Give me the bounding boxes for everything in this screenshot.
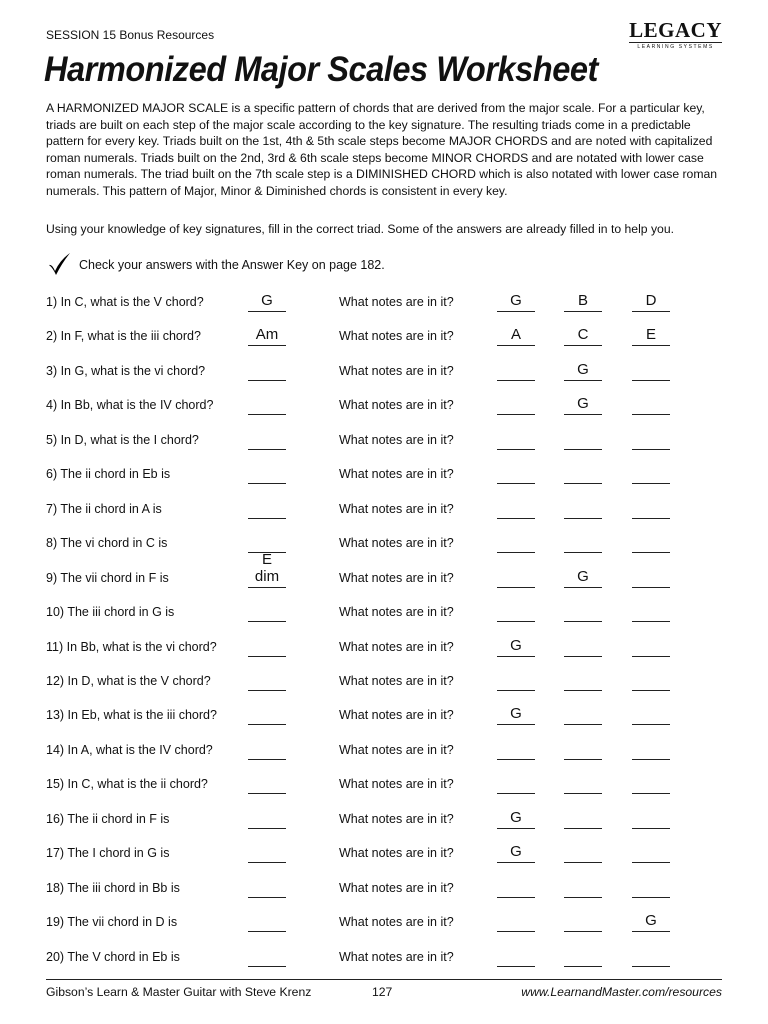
question-text: 8) The vi chord in C is (46, 536, 168, 551)
page-number: 127 (372, 985, 393, 999)
question-row (0, 700, 768, 730)
notes-question-label: What notes are in it? (339, 673, 454, 688)
note-2-blank[interactable] (564, 563, 602, 588)
instructions-paragraph: Using your knowledge of key signatures, fill in the correct triad. Some of the answers are already filled in to help you. (46, 222, 674, 236)
question-text: 18) The iii chord in Bb is (46, 880, 180, 895)
note-1-blank[interactable] (497, 597, 535, 622)
note-2-blank[interactable] (564, 700, 602, 725)
chord-answer-blank[interactable] (248, 700, 286, 725)
session-label: SESSION 15 Bonus Resources (46, 28, 215, 42)
note-1-blank[interactable] (497, 666, 535, 691)
answer-text: D (645, 292, 657, 309)
answer-key-text: Check your answers with the Answer Key on page 182. (79, 258, 385, 272)
answer-text: G (510, 705, 522, 723)
question-row (0, 907, 768, 937)
note-2-blank[interactable] (564, 735, 602, 760)
answer-text: G (510, 292, 522, 309)
question-row (0, 632, 768, 662)
question-row (0, 838, 768, 868)
note-2-blank[interactable] (564, 459, 602, 484)
note-3-blank[interactable] (632, 563, 670, 588)
note-2-blank[interactable] (564, 597, 602, 622)
answer-text: G (577, 395, 589, 413)
question-row (0, 735, 768, 765)
note-3-blank[interactable] (632, 528, 670, 553)
chord-answer-blank[interactable] (248, 804, 286, 829)
answer-text: G (510, 636, 522, 654)
note-2-blank[interactable] (564, 942, 602, 967)
note-2-blank[interactable] (564, 356, 602, 381)
chord-answer-blank[interactable] (248, 942, 286, 967)
note-3-blank[interactable] (632, 838, 670, 863)
note-3-blank[interactable] (632, 769, 670, 794)
note-1-blank[interactable] (497, 459, 535, 484)
note-3-blank[interactable] (632, 597, 670, 622)
notes-question-label: What notes are in it? (339, 605, 454, 620)
question-text: 2) In F, what is the iii chord? (46, 329, 201, 344)
answer-text: C (577, 326, 589, 344)
answer-text: G (577, 567, 589, 585)
note-2-blank[interactable] (564, 632, 602, 657)
answer-text: A (510, 326, 521, 344)
logo-main-text: LEGACY (629, 18, 722, 42)
note-2-blank[interactable] (564, 769, 602, 794)
question-row (0, 873, 768, 903)
note-1-blank[interactable] (497, 632, 535, 657)
question-text: 7) The ii chord in A is (46, 501, 162, 516)
chord-answer-blank[interactable] (248, 769, 286, 794)
answer-text: G (261, 292, 273, 309)
question-text: 11) In Bb, what is the vi chord? (46, 639, 217, 654)
note-2-blank[interactable] (564, 321, 602, 346)
question-text: 19) The vii chord in D is (46, 915, 178, 930)
notes-question-label: What notes are in it? (339, 949, 454, 964)
note-1-blank[interactable] (497, 563, 535, 588)
question-row (0, 528, 768, 558)
question-text: 4) In Bb, what is the IV chord? (46, 398, 214, 413)
note-1-blank[interactable] (497, 425, 535, 450)
answer-text: Am (255, 326, 279, 344)
note-1-blank[interactable] (497, 494, 535, 519)
question-row (0, 666, 768, 696)
note-1-blank[interactable] (497, 735, 535, 760)
answer-text: G (510, 843, 522, 861)
question-row (0, 597, 768, 627)
question-text: 17) The I chord in G is (46, 846, 170, 861)
notes-question-label: What notes are in it? (339, 846, 454, 861)
question-text: 13) In Eb, what is the iii chord? (46, 708, 217, 723)
chord-answer-blank[interactable] (248, 550, 286, 588)
question-text: 5) In D, what is the I chord? (46, 432, 199, 447)
chord-answer-blank[interactable] (248, 390, 286, 415)
question-text: 16) The ii chord in F is (46, 811, 170, 826)
question-row (0, 287, 768, 317)
notes-question-label: What notes are in it? (339, 432, 454, 447)
chord-answer-blank[interactable] (248, 666, 286, 691)
footer-url: www.LearnandMaster.com/resources (521, 985, 722, 999)
notes-question-label: What notes are in it? (339, 329, 454, 344)
page-title: Harmonized Major Scales Worksheet (44, 50, 598, 89)
note-1-blank[interactable] (497, 838, 535, 863)
chord-answer-blank[interactable] (248, 494, 286, 519)
note-2-blank[interactable] (564, 287, 602, 312)
note-3-blank[interactable] (632, 321, 670, 346)
note-2-blank[interactable] (564, 838, 602, 863)
legacy-logo (629, 20, 722, 50)
answer-text: G (645, 912, 657, 930)
note-3-blank[interactable] (632, 390, 670, 415)
notes-question-label: What notes are in it? (339, 811, 454, 826)
chord-answer-blank[interactable] (248, 873, 286, 898)
note-3-blank[interactable] (632, 459, 670, 484)
chord-answer-blank[interactable] (248, 735, 286, 760)
question-row (0, 459, 768, 489)
question-text: 20) The V chord in Eb is (46, 949, 180, 964)
note-1-blank[interactable] (497, 942, 535, 967)
note-3-blank[interactable] (632, 942, 670, 967)
note-2-blank[interactable] (564, 804, 602, 829)
notes-question-label: What notes are in it? (339, 708, 454, 723)
question-row (0, 356, 768, 386)
question-row (0, 550, 768, 593)
note-1-blank[interactable] (497, 769, 535, 794)
note-3-blank[interactable] (632, 356, 670, 381)
chord-answer-blank[interactable] (248, 321, 286, 346)
notes-question-label: What notes are in it? (339, 467, 454, 482)
footer-credit: Gibson’s Learn & Master Guitar with Steve Krenz (46, 985, 312, 999)
answer-text: E (645, 326, 656, 344)
chord-answer-blank[interactable] (248, 459, 286, 484)
answer-text: G (510, 808, 522, 826)
chord-answer-blank[interactable] (248, 425, 286, 450)
checkmark-icon (46, 251, 72, 277)
answer-text: B (577, 292, 588, 309)
note-3-blank[interactable] (632, 632, 670, 657)
note-3-blank[interactable] (632, 735, 670, 760)
note-2-blank[interactable] (564, 907, 602, 932)
note-1-blank[interactable] (497, 700, 535, 725)
chord-answer-blank[interactable] (248, 597, 286, 622)
note-3-blank[interactable] (632, 700, 670, 725)
note-3-blank[interactable] (632, 425, 670, 450)
chord-answer-blank[interactable] (248, 287, 286, 312)
note-1-blank[interactable] (497, 907, 535, 932)
notes-question-label: What notes are in it? (339, 363, 454, 378)
question-text: 12) In D, what is the V chord? (46, 673, 211, 688)
note-3-blank[interactable] (632, 804, 670, 829)
note-2-blank[interactable] (564, 494, 602, 519)
note-2-blank[interactable] (564, 390, 602, 415)
note-1-blank[interactable] (497, 321, 535, 346)
notes-question-label: What notes are in it? (339, 570, 454, 585)
question-text: 10) The iii chord in G is (46, 605, 175, 620)
note-3-blank[interactable] (632, 907, 670, 932)
answer-text: G (577, 360, 589, 378)
notes-question-label: What notes are in it? (339, 777, 454, 792)
question-row (0, 804, 768, 834)
note-1-blank[interactable] (497, 873, 535, 898)
notes-question-label: What notes are in it? (339, 915, 454, 930)
note-2-blank[interactable] (564, 666, 602, 691)
notes-question-label: What notes are in it? (339, 880, 454, 895)
notes-question-label: What notes are in it? (339, 536, 454, 551)
notes-question-label: What notes are in it? (339, 742, 454, 757)
question-row (0, 769, 768, 799)
footer-divider (46, 979, 722, 980)
question-text: 3) In G, what is the vi chord? (46, 363, 206, 378)
note-1-blank[interactable] (497, 390, 535, 415)
question-row (0, 425, 768, 455)
note-3-blank[interactable] (632, 666, 670, 691)
question-row (0, 494, 768, 524)
note-1-blank[interactable] (497, 287, 535, 312)
note-3-blank[interactable] (632, 873, 670, 898)
note-1-blank[interactable] (497, 356, 535, 381)
question-text: 15) In C, what is the ii chord? (46, 777, 208, 792)
note-2-blank[interactable] (564, 425, 602, 450)
answer-text: E dim (254, 550, 280, 585)
question-row (0, 390, 768, 420)
chord-answer-blank[interactable] (248, 528, 286, 553)
chord-answer-blank[interactable] (248, 632, 286, 657)
question-text: 14) In A, what is the IV chord? (46, 742, 213, 757)
question-row (0, 321, 768, 351)
notes-question-label: What notes are in it? (339, 398, 454, 413)
logo-sub-text: LEARNING SYSTEMS (629, 42, 722, 50)
notes-question-label: What notes are in it? (339, 639, 454, 654)
chord-answer-blank[interactable] (248, 907, 286, 932)
question-text: 6) The ii chord in Eb is (46, 467, 171, 482)
note-2-blank[interactable] (564, 528, 602, 553)
notes-question-label: What notes are in it? (339, 501, 454, 516)
notes-question-label: What notes are in it? (339, 295, 454, 309)
question-row (0, 942, 768, 972)
question-text: 1) In C, what is the V chord? (46, 295, 204, 309)
chord-answer-blank[interactable] (248, 356, 286, 381)
note-1-blank[interactable] (497, 804, 535, 829)
question-text: 9) The vii chord in F is (46, 570, 169, 585)
note-3-blank[interactable] (632, 287, 670, 312)
note-1-blank[interactable] (497, 528, 535, 553)
note-3-blank[interactable] (632, 494, 670, 519)
note-2-blank[interactable] (564, 873, 602, 898)
intro-paragraph: A HARMONIZED MAJOR SCALE is a specific pattern of chords that are derived from the major scale. For a particular key, triads are built on each step of the major scale according to the key signature. The resulting triads come in a predictable pattern for every key. Triads built on the 1st, 4th & 5th scale steps become MAJOR CHORDS and are noted with capitalized roman numerals. Triads built on the 2nd, 3rd & 6th scale steps become MINOR CHORDS and are notated with lower case roman numerals. The triad built on the 7th scale step is a DIMINISHED CHORD which is also notated with lower case roman numerals. This pattern of Major, Minor & Diminished chords is consistent in every key. (46, 101, 718, 198)
chord-answer-blank[interactable] (248, 838, 286, 863)
